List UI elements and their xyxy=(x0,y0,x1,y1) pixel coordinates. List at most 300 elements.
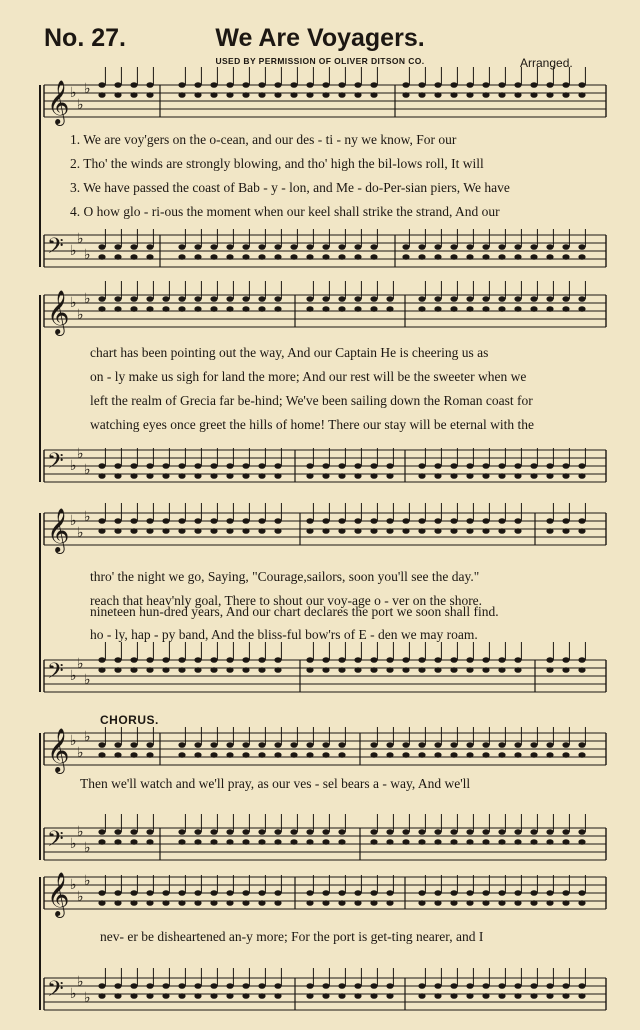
note-head xyxy=(194,92,201,98)
note-head xyxy=(98,244,105,250)
note-head xyxy=(482,900,489,906)
note-head xyxy=(466,890,473,896)
note-head xyxy=(194,657,201,663)
note-head xyxy=(546,657,553,663)
chorus-label: CHORUS. xyxy=(100,713,159,727)
note-head xyxy=(274,983,281,989)
note-head xyxy=(514,528,521,534)
note-head xyxy=(466,528,473,534)
note-head xyxy=(370,518,377,524)
note-head xyxy=(114,473,121,479)
note-head xyxy=(578,657,585,663)
note-head xyxy=(546,254,553,260)
note-head xyxy=(386,473,393,479)
note-head xyxy=(434,890,441,896)
note-head xyxy=(162,528,169,534)
note-head xyxy=(562,518,569,524)
note-head xyxy=(178,306,185,312)
note-head xyxy=(418,667,425,673)
note-head xyxy=(322,92,329,98)
flat-icon: ♭ xyxy=(77,657,84,672)
note-head xyxy=(146,518,153,524)
note-head xyxy=(450,92,457,98)
note-head xyxy=(466,829,473,835)
note-head xyxy=(242,92,249,98)
flat-icon: ♭ xyxy=(77,746,84,761)
flat-icon: ♭ xyxy=(84,248,91,263)
note-head xyxy=(146,92,153,98)
flat-icon: ♭ xyxy=(84,510,91,525)
note-head xyxy=(562,463,569,469)
note-head xyxy=(482,839,489,845)
note-head xyxy=(418,742,425,748)
note-head xyxy=(498,752,505,758)
note-head xyxy=(514,983,521,989)
note-head xyxy=(530,993,537,999)
note-head xyxy=(290,829,297,835)
note-head xyxy=(146,983,153,989)
note-head xyxy=(562,839,569,845)
note-head xyxy=(482,528,489,534)
note-head xyxy=(274,296,281,302)
note-head xyxy=(274,92,281,98)
note-head xyxy=(418,528,425,534)
note-head xyxy=(226,82,233,88)
note-head xyxy=(258,82,265,88)
note-head xyxy=(98,657,105,663)
note-head xyxy=(530,82,537,88)
note-head xyxy=(450,306,457,312)
flat-icon: ♭ xyxy=(77,825,84,840)
note-head xyxy=(338,657,345,663)
note-head xyxy=(338,82,345,88)
note-head xyxy=(338,890,345,896)
note-head xyxy=(354,528,361,534)
note-head xyxy=(242,518,249,524)
note-head xyxy=(226,657,233,663)
note-head xyxy=(338,528,345,534)
flat-icon: ♭ xyxy=(70,459,77,474)
note-head xyxy=(386,667,393,673)
bass-clef-icon: 𝄢 xyxy=(47,659,64,689)
flat-icon: ♭ xyxy=(84,991,91,1006)
note-head xyxy=(258,518,265,524)
note-head xyxy=(178,528,185,534)
verse-4-line-1: 4. O how glo - ri-ous the moment when our keel shall strike the strand, And our xyxy=(70,204,500,219)
note-head xyxy=(466,839,473,845)
note-head xyxy=(530,463,537,469)
note-head xyxy=(210,742,217,748)
note-head xyxy=(226,983,233,989)
note-head xyxy=(226,839,233,845)
note-head xyxy=(146,473,153,479)
note-head xyxy=(258,839,265,845)
note-head xyxy=(130,306,137,312)
note-head xyxy=(114,667,121,673)
note-head xyxy=(258,244,265,250)
hymn-title: We Are Voyagers. xyxy=(215,24,425,52)
note-head xyxy=(562,254,569,260)
flat-icon: ♭ xyxy=(84,730,91,745)
note-head xyxy=(370,473,377,479)
note-head xyxy=(546,993,553,999)
note-head xyxy=(546,839,553,845)
verse-3-line-2: left the realm of Grecia far be-hind; We've been sailing down the Roman coast for xyxy=(90,393,533,408)
note-head xyxy=(386,829,393,835)
note-head xyxy=(530,296,537,302)
note-head xyxy=(130,254,137,260)
note-head xyxy=(546,473,553,479)
note-head xyxy=(274,993,281,999)
note-head xyxy=(290,752,297,758)
flat-icon: ♭ xyxy=(77,447,84,462)
note-head xyxy=(338,752,345,758)
note-head xyxy=(530,890,537,896)
note-head xyxy=(434,92,441,98)
note-head xyxy=(258,528,265,534)
note-head xyxy=(402,518,409,524)
verse-1-line-3: thro' the night we go, Saying, "Courage,sailors, soon you'll see the day." xyxy=(90,569,480,584)
note-head xyxy=(370,983,377,989)
note-head xyxy=(338,463,345,469)
note-head xyxy=(178,993,185,999)
note-head xyxy=(130,667,137,673)
note-head xyxy=(306,244,313,250)
note-head xyxy=(418,463,425,469)
note-head xyxy=(466,657,473,663)
note-head xyxy=(418,254,425,260)
note-head xyxy=(210,839,217,845)
note-head xyxy=(418,839,425,845)
note-head xyxy=(258,92,265,98)
note-head xyxy=(578,463,585,469)
note-head xyxy=(386,463,393,469)
flat-icon: ♭ xyxy=(84,874,91,889)
note-head xyxy=(514,752,521,758)
bass-clef-icon: 𝄢 xyxy=(47,977,64,1007)
note-head xyxy=(114,528,121,534)
note-head xyxy=(306,657,313,663)
note-head xyxy=(450,890,457,896)
note-head xyxy=(514,993,521,999)
note-head xyxy=(482,742,489,748)
note-head xyxy=(194,254,201,260)
note-head xyxy=(546,244,553,250)
note-head xyxy=(498,518,505,524)
note-head xyxy=(546,667,553,673)
note-head xyxy=(162,657,169,663)
note-head xyxy=(514,244,521,250)
chorus-line-2: nev- er be disheartened an-y more; For the port is get-ting nearer, and I xyxy=(100,929,484,944)
flat-icon: ♭ xyxy=(70,837,77,852)
note-head xyxy=(450,742,457,748)
note-head xyxy=(498,993,505,999)
note-head xyxy=(306,306,313,312)
verse-4-line-2: watching eyes once greet the hills of home! There our stay will be eternal with the xyxy=(90,417,534,432)
note-head xyxy=(258,306,265,312)
treble-clef-icon: 𝄞 xyxy=(47,508,70,552)
note-head xyxy=(210,983,217,989)
note-head xyxy=(242,993,249,999)
note-head xyxy=(498,983,505,989)
note-head xyxy=(258,657,265,663)
note-head xyxy=(338,92,345,98)
note-head xyxy=(402,528,409,534)
note-head xyxy=(466,306,473,312)
note-head xyxy=(466,92,473,98)
note-head xyxy=(530,473,537,479)
note-head xyxy=(546,829,553,835)
note-head xyxy=(226,829,233,835)
note-head xyxy=(434,244,441,250)
note-head xyxy=(514,829,521,835)
note-head xyxy=(242,296,249,302)
note-head xyxy=(482,92,489,98)
note-head xyxy=(98,839,105,845)
note-head xyxy=(578,82,585,88)
note-head xyxy=(546,92,553,98)
note-head xyxy=(322,829,329,835)
note-head xyxy=(322,993,329,999)
note-head xyxy=(498,82,505,88)
note-head xyxy=(418,993,425,999)
flat-icon: ♭ xyxy=(77,98,84,113)
note-head xyxy=(210,92,217,98)
note-head xyxy=(306,993,313,999)
treble-clef-icon: 𝄞 xyxy=(47,872,70,916)
note-head xyxy=(178,473,185,479)
note-head xyxy=(466,742,473,748)
note-head xyxy=(498,473,505,479)
note-head xyxy=(322,463,329,469)
flat-icon: ♭ xyxy=(77,975,84,990)
note-head xyxy=(322,244,329,250)
note-head xyxy=(114,890,121,896)
note-head xyxy=(194,993,201,999)
note-head xyxy=(242,839,249,845)
note-head xyxy=(162,667,169,673)
note-head xyxy=(466,900,473,906)
note-head xyxy=(498,900,505,906)
note-head xyxy=(434,983,441,989)
note-head xyxy=(194,742,201,748)
note-head xyxy=(514,900,521,906)
note-head xyxy=(354,900,361,906)
note-head xyxy=(290,254,297,260)
note-head xyxy=(514,657,521,663)
note-head xyxy=(306,528,313,534)
note-head xyxy=(210,296,217,302)
note-head xyxy=(114,463,121,469)
note-head xyxy=(194,306,201,312)
note-head xyxy=(354,254,361,260)
note-head xyxy=(146,254,153,260)
note-head xyxy=(450,528,457,534)
note-head xyxy=(194,518,201,524)
note-head xyxy=(546,983,553,989)
note-head xyxy=(402,742,409,748)
note-head xyxy=(258,993,265,999)
note-head xyxy=(370,667,377,673)
note-head xyxy=(178,463,185,469)
note-head xyxy=(434,82,441,88)
note-head xyxy=(98,306,105,312)
note-head xyxy=(370,244,377,250)
note-head xyxy=(450,296,457,302)
note-head xyxy=(562,92,569,98)
note-head xyxy=(146,528,153,534)
note-head xyxy=(546,296,553,302)
note-head xyxy=(354,244,361,250)
note-head xyxy=(130,839,137,845)
note-head xyxy=(354,983,361,989)
note-head xyxy=(354,667,361,673)
note-head xyxy=(226,463,233,469)
note-head xyxy=(514,473,521,479)
note-head xyxy=(370,839,377,845)
note-head xyxy=(130,829,137,835)
note-head xyxy=(546,82,553,88)
note-head xyxy=(450,82,457,88)
note-head xyxy=(578,839,585,845)
note-head xyxy=(98,92,105,98)
note-head xyxy=(578,890,585,896)
bass-clef-icon: 𝄢 xyxy=(47,827,64,857)
note-head xyxy=(226,742,233,748)
note-head xyxy=(114,829,121,835)
note-head xyxy=(242,657,249,663)
note-head xyxy=(434,254,441,260)
note-head xyxy=(114,839,121,845)
note-head xyxy=(578,306,585,312)
note-head xyxy=(130,993,137,999)
note-head xyxy=(466,473,473,479)
note-head xyxy=(434,518,441,524)
note-head xyxy=(210,752,217,758)
note-head xyxy=(354,890,361,896)
note-head xyxy=(338,993,345,999)
note-head xyxy=(578,518,585,524)
note-head xyxy=(114,296,121,302)
note-head xyxy=(402,667,409,673)
note-head xyxy=(274,742,281,748)
note-head xyxy=(258,983,265,989)
note-head xyxy=(338,667,345,673)
note-head xyxy=(258,667,265,673)
note-head xyxy=(450,900,457,906)
note-head xyxy=(322,82,329,88)
note-head xyxy=(146,244,153,250)
note-head xyxy=(450,254,457,260)
note-head xyxy=(482,296,489,302)
note-head xyxy=(146,993,153,999)
note-head xyxy=(242,752,249,758)
flat-icon: ♭ xyxy=(84,841,91,856)
flat-icon: ♭ xyxy=(84,673,91,688)
note-head xyxy=(530,92,537,98)
note-head xyxy=(562,82,569,88)
verse-2-line-3: reach that heav'nly goal, There to shout our voy-age o - ver on the shore. xyxy=(90,593,483,608)
note-head xyxy=(578,742,585,748)
note-head xyxy=(162,900,169,906)
note-head xyxy=(146,752,153,758)
note-head xyxy=(386,528,393,534)
bass-clef-icon: 𝄢 xyxy=(47,234,64,264)
note-head xyxy=(402,752,409,758)
note-head xyxy=(258,473,265,479)
note-head xyxy=(210,82,217,88)
note-head xyxy=(514,92,521,98)
note-head xyxy=(530,254,537,260)
note-head xyxy=(578,244,585,250)
note-head xyxy=(562,306,569,312)
note-head xyxy=(466,518,473,524)
note-head xyxy=(306,667,313,673)
note-head xyxy=(274,667,281,673)
note-head xyxy=(338,518,345,524)
note-head xyxy=(450,463,457,469)
note-head xyxy=(498,296,505,302)
note-head xyxy=(226,296,233,302)
note-head xyxy=(274,839,281,845)
note-head xyxy=(322,983,329,989)
note-head xyxy=(130,752,137,758)
note-head xyxy=(482,244,489,250)
note-head xyxy=(274,463,281,469)
note-head xyxy=(434,742,441,748)
note-head xyxy=(178,92,185,98)
note-head xyxy=(562,473,569,479)
flat-icon: ♭ xyxy=(84,82,91,97)
note-head xyxy=(274,752,281,758)
note-head xyxy=(450,829,457,835)
note-head xyxy=(370,254,377,260)
flat-icon: ♭ xyxy=(70,669,77,684)
note-head xyxy=(434,752,441,758)
note-head xyxy=(146,839,153,845)
note-head xyxy=(338,296,345,302)
note-head xyxy=(466,254,473,260)
note-head xyxy=(210,667,217,673)
note-head xyxy=(114,993,121,999)
note-head xyxy=(162,296,169,302)
note-head xyxy=(98,742,105,748)
note-head xyxy=(418,473,425,479)
flat-icon: ♭ xyxy=(84,292,91,307)
flat-icon: ♭ xyxy=(70,878,77,893)
note-head xyxy=(226,518,233,524)
note-head xyxy=(482,983,489,989)
note-head xyxy=(514,742,521,748)
note-head xyxy=(274,528,281,534)
note-head xyxy=(130,518,137,524)
note-head xyxy=(562,993,569,999)
note-head xyxy=(482,890,489,896)
note-head xyxy=(194,82,201,88)
note-head xyxy=(530,900,537,906)
note-head xyxy=(386,657,393,663)
note-head xyxy=(194,473,201,479)
note-head xyxy=(546,306,553,312)
note-head xyxy=(354,518,361,524)
note-head xyxy=(130,92,137,98)
note-head xyxy=(210,306,217,312)
note-head xyxy=(466,244,473,250)
verse-2-line-2: on - ly make us sigh for land the more; And our rest will be the sweeter when we xyxy=(90,369,527,384)
note-head xyxy=(418,657,425,663)
note-head xyxy=(226,92,233,98)
note-head xyxy=(306,752,313,758)
